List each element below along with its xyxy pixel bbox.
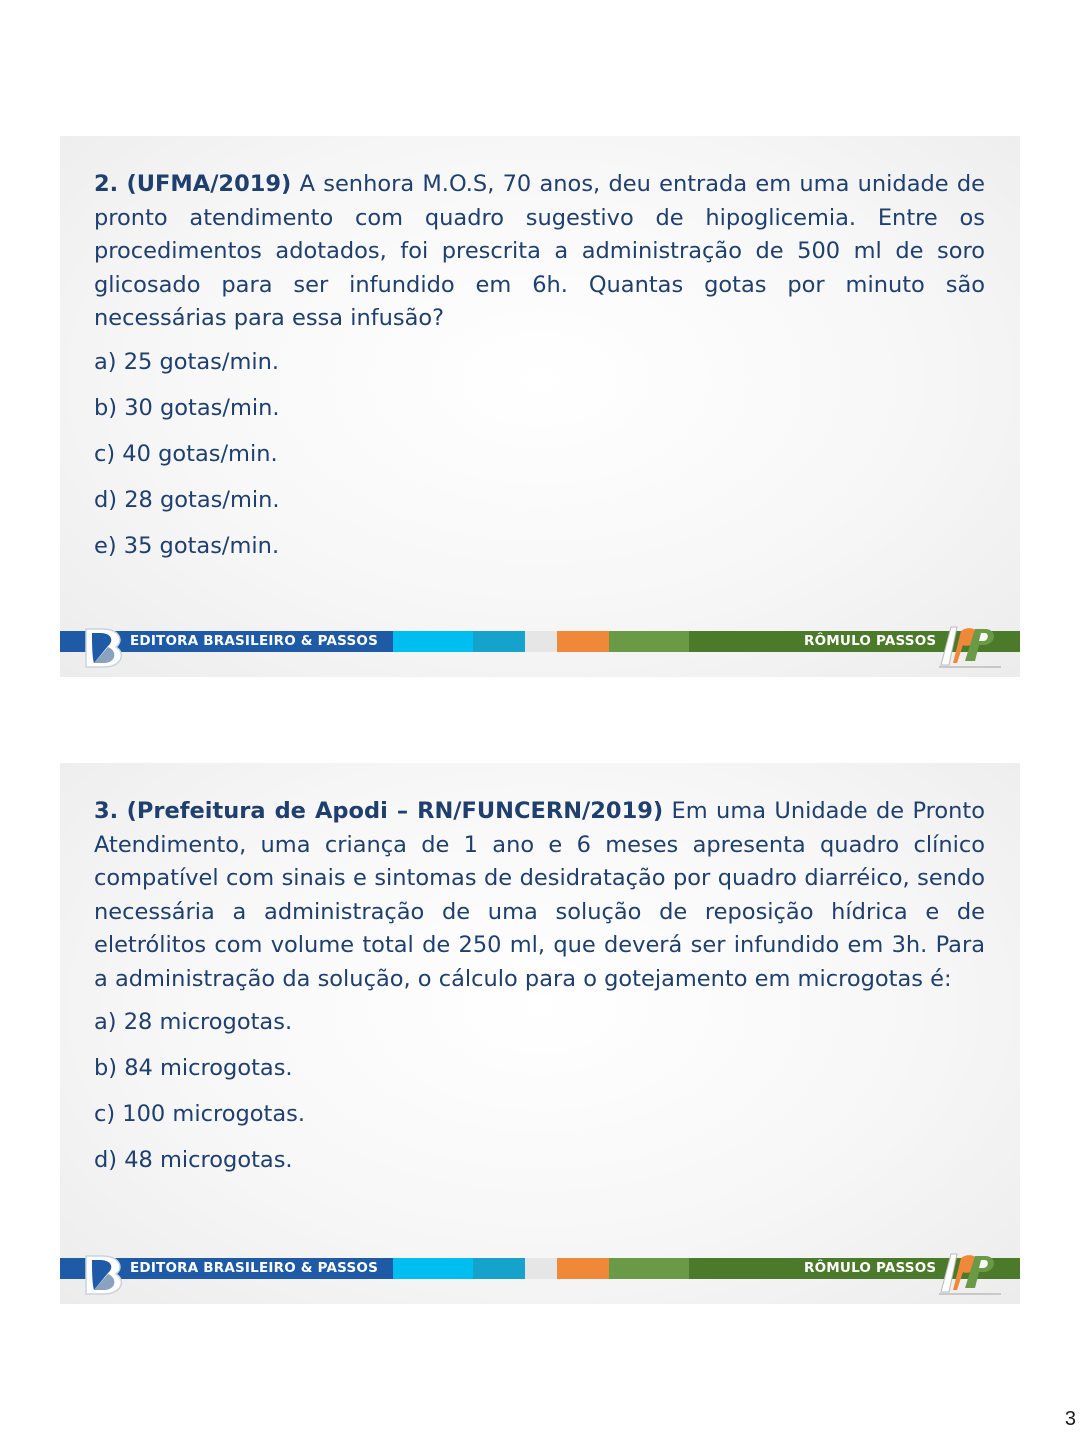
question-content [94,795,985,1190]
option-a: a) 25 gotas/min. [94,348,280,375]
option-b: b) 30 gotas/min. [94,394,280,421]
publisher-logo-icon [80,625,128,669]
footer-bar-green-light [609,1258,689,1279]
publisher-name: EDITORA BRASILEIRO & PASSOS [130,633,378,649]
question-source: (UFMA/2019) [126,171,292,197]
brand-footer [60,629,1020,673]
question-body: Em uma Unidade de Pronto Atendimento, uma criança de 1 ano e 6 meses apresenta quadro clínico compatível com sinais e sintomas de desidratação por quadro diarréico, sendo necessária a administração de uma solução de reposição hídrica e de eletrólitos com volume total de 250 ml, que deverá ser infundido em 3h. Para a administração da solução, o cálculo para o gotejamento em microgotas é: [94,798,985,992]
option-c: c) 100 microgotas. [94,1101,305,1127]
option-d: d) 48 microgotas. [94,1147,293,1173]
question-slide-3 [60,763,1020,1304]
page-number: 3 [1064,1408,1076,1430]
publisher-logo-icon [80,1252,128,1296]
option-d: d) 28 gotas/min. [94,486,280,513]
footer-bar-cyan [393,631,473,652]
footer-bar-teal [473,1258,525,1279]
author-name: RÔMULO PASSOS [804,633,937,649]
author-logo-icon [935,1248,1003,1296]
publisher-name: EDITORA BRASILEIRO & PASSOS [130,1260,378,1276]
question-number: 2. [94,171,119,197]
footer-bar-gray [525,1258,557,1279]
author-logo-icon [935,621,1003,669]
footer-bar-orange [557,1258,609,1279]
option-e: e) 35 gotas/min. [94,532,280,559]
question-text [94,795,985,996]
question-number: 3. [94,798,119,824]
question-source: (Prefeitura de Apodi – RN/FUNCERN/2019) [126,798,664,824]
footer-bar-teal [473,631,525,652]
option-a: a) 28 microgotas. [94,1009,293,1035]
question-body: A senhora M.O.S, 70 anos, deu entrada em uma unidade de pronto atendimento com quadro sugestivo de hipoglicemia. Entre os procedimentos adotados, foi prescrita a administração de 500 ml de soro glicosado para ser infundido em 6h. Quantas gotas por minuto são necessárias para essa infusão? [94,171,985,331]
brand-footer [60,1256,1020,1300]
option-b: b) 84 microgotas. [94,1055,293,1081]
question-text [94,168,985,336]
author-name: RÔMULO PASSOS [804,1260,937,1276]
footer-bar-green-light [609,631,689,652]
footer-bar-gray [525,631,557,652]
option-c: c) 40 gotas/min. [94,440,278,467]
footer-bar-orange [557,631,609,652]
question-content [94,168,985,576]
footer-bar-cyan [393,1258,473,1279]
question-slide-2 [60,136,1020,677]
